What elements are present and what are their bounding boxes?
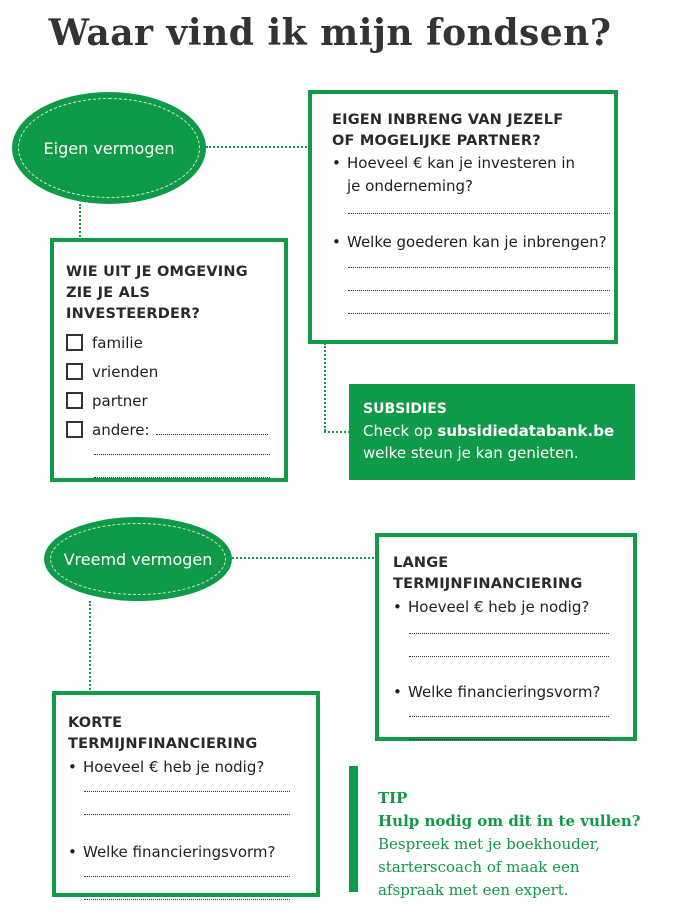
checkbox[interactable]: [66, 334, 83, 351]
tip-line2: starterscoach of maak een: [378, 858, 580, 876]
answer-line[interactable]: [94, 477, 270, 478]
tip-line3: afspraak met een expert.: [378, 881, 569, 899]
answer-line[interactable]: [409, 716, 609, 717]
tip-accent-bar: [349, 766, 358, 892]
vreemd-vermogen-label: Vreemd vermogen: [63, 549, 213, 569]
answer-line[interactable]: [84, 899, 290, 900]
option-vrienden[interactable]: vrienden: [66, 357, 284, 386]
answer-line[interactable]: [348, 213, 610, 214]
tip-block: [378, 787, 668, 902]
checkbox[interactable]: [66, 421, 83, 438]
lange-termijn-heading: LANGE TERMIJNFINANCIERING: [393, 555, 583, 592]
answer-line[interactable]: [84, 814, 290, 815]
subsidies-title: SUBSIDIES: [363, 401, 447, 417]
checkbox[interactable]: [66, 392, 83, 409]
lange-question-vorm: • Welke financieringsvorm?: [393, 681, 633, 704]
korte-termijn-box: [52, 691, 320, 897]
subsidies-line1: Check op subsidiedatabank.be: [363, 422, 615, 440]
answer-line[interactable]: [409, 656, 609, 657]
connector-subsidies: [324, 431, 350, 433]
option-familie[interactable]: familie: [66, 328, 284, 357]
answer-line[interactable]: [348, 267, 610, 268]
answer-line[interactable]: [348, 290, 610, 291]
answer-line[interactable]: [94, 454, 270, 455]
answer-line[interactable]: [84, 791, 290, 792]
subsidies-box: [349, 384, 635, 480]
answer-line[interactable]: [409, 739, 609, 740]
checkbox[interactable]: [66, 363, 83, 380]
answer-line[interactable]: [409, 633, 609, 634]
page-title: Waar vind ik mijn fondsen?: [48, 12, 612, 54]
korte-question-vorm: • Welke financieringsvorm?: [68, 841, 316, 864]
vreemd-vermogen-oval: [44, 517, 232, 601]
lange-termijn-box: [375, 533, 637, 741]
option-andere[interactable]: andere:: [66, 415, 284, 444]
tip-line1: Bespreek met je boekhouder,: [378, 835, 600, 853]
eigen-inbreng-heading: EIGEN INBRENG VAN JEZELF OF MOGELIJKE PARTNER?: [332, 112, 564, 149]
tip-question: Hulp nodig om dit in te vullen?: [378, 812, 641, 830]
option-partner[interactable]: partner: [66, 386, 284, 415]
connector-inbreng-subsidies: [324, 343, 326, 431]
connector-vreemd-korte: [89, 601, 91, 693]
subsidies-line2: welke steun je kan genieten.: [363, 444, 579, 462]
answer-line[interactable]: [156, 434, 268, 435]
korte-termijn-heading: KORTE TERMIJNFINANCIERING: [68, 715, 258, 752]
eigen-inbreng-question-goods: • Welke goederen kan je inbrengen?: [332, 231, 614, 254]
investeerder-box: [50, 238, 288, 482]
subsidies-link[interactable]: subsidiedatabank.be: [437, 422, 615, 440]
connector-eigen-inbreng: [206, 146, 310, 148]
eigen-inbreng-question-amount: • Hoeveel € kan je investeren in je onderneming?: [332, 152, 614, 198]
connector-vreemd-lange: [232, 557, 378, 559]
korte-question-amount: • Hoeveel € heb je nodig?: [68, 756, 316, 779]
eigen-vermogen-oval: [12, 92, 206, 204]
answer-line[interactable]: [84, 876, 290, 877]
tip-title: TIP: [378, 789, 408, 807]
investeerder-heading: WIE UIT JE OMGEVING ZIE JE ALS INVESTEERDER?: [66, 264, 248, 322]
answer-line[interactable]: [348, 313, 610, 314]
eigen-vermogen-label: Eigen vermogen: [43, 138, 175, 158]
connector-eigen-investeerder: [79, 204, 81, 240]
eigen-inbreng-box: [308, 90, 618, 344]
lange-question-amount: • Hoeveel € heb je nodig?: [393, 596, 633, 619]
